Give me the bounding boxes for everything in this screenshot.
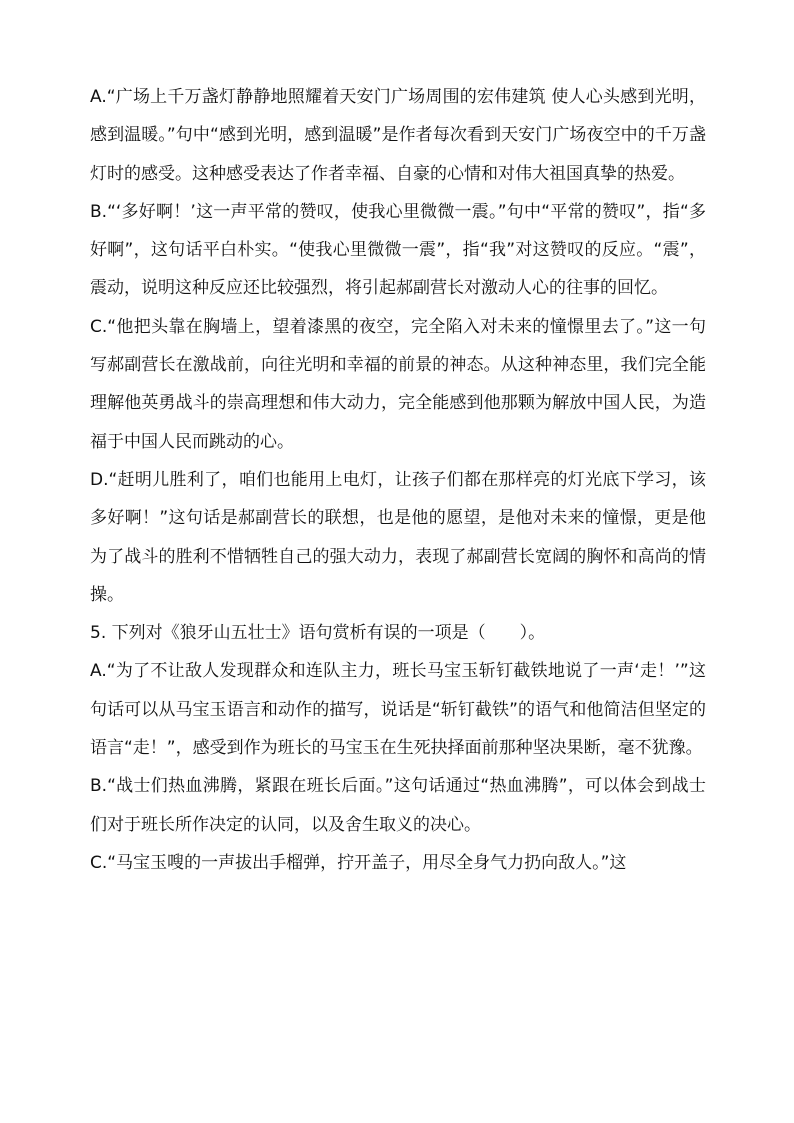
q5-option-b-paragraph: B.“战士们热血沸腾，紧跟在班长后面。”这句话通过“热血沸腾”，可以体会到战士们对于班长所作决定的认同，以及舍生取义的决心。 [90, 776, 706, 835]
option-d-paragraph: D.“赶明儿胜利了，咱们也能用上电灯，让孩子们都在那样亮的灯光底下学习，该多好啊！”这句话是郝副营长的联想，也是他的愿望，是他对未来的憧憬，更是他为了战斗的胜利不惜牺牲自己的强大动力，表现了郝副营长宽阔的胸怀和高尚的情操。 [90, 469, 706, 605]
option-a-paragraph: A.“广场上千万盏灯静静地照耀着天安门广场周围的宏伟建筑 使人心头感到光明，感到温暖。”句中“感到光明，感到温暖”是作者每次看到天安门广场夜空中的千万盏灯时的感受。这种感受表达了作者幸福、自豪的心情和对伟大祖国真挚的热爱。 [90, 87, 706, 184]
question-5-stem: 5. 下列对《狼牙山五壮士》语句赏析有误的一项是（ ）。 [90, 623, 546, 644]
q5-option-a-paragraph: A.“为了不让敌人发现群众和连队主力，班长马宝玉斩钉截铁地说了一声‘走！’”这句话可以从马宝玉语言和动作的描写，说话是“斩钉截铁”的语气和他简洁但坚定的语言“走！”，感受到作为班长的马宝玉在生死抉择面前那种坚决果断，毫不犹豫。 [90, 661, 706, 759]
q5-option-c-paragraph: C.“马宝玉嗖的一声拔出手榴弹，拧开盖子，用尽全身气力扔向敌人。”这 [90, 852, 627, 873]
document-page [90, 78, 706, 882]
option-c-paragraph: C.“他把头靠在胸墙上，望着漆黑的夜空，完全陷入对未来的憧憬里去了。”这一句写郝副营长在激战前，向往光明和幸福的前景的神态。从这种神态里，我们完全能理解他英勇战斗的崇高理想和伟大动力，完全能感到他那颗为解放中国人民，为造福于中国人民而跳动的心。 [90, 316, 706, 452]
option-b-paragraph: B.“‘多好啊！’这一声平常的赞叹，使我心里微微一震。”句中“平常的赞叹”，指“多好啊”，这句话平白朴实。“使我心里微微一震”，指“我”对这赞叹的反应。“震”，震动，说明这种反应还比较强烈，将引起郝副营长对激动人心的往事的回忆。 [90, 201, 706, 299]
